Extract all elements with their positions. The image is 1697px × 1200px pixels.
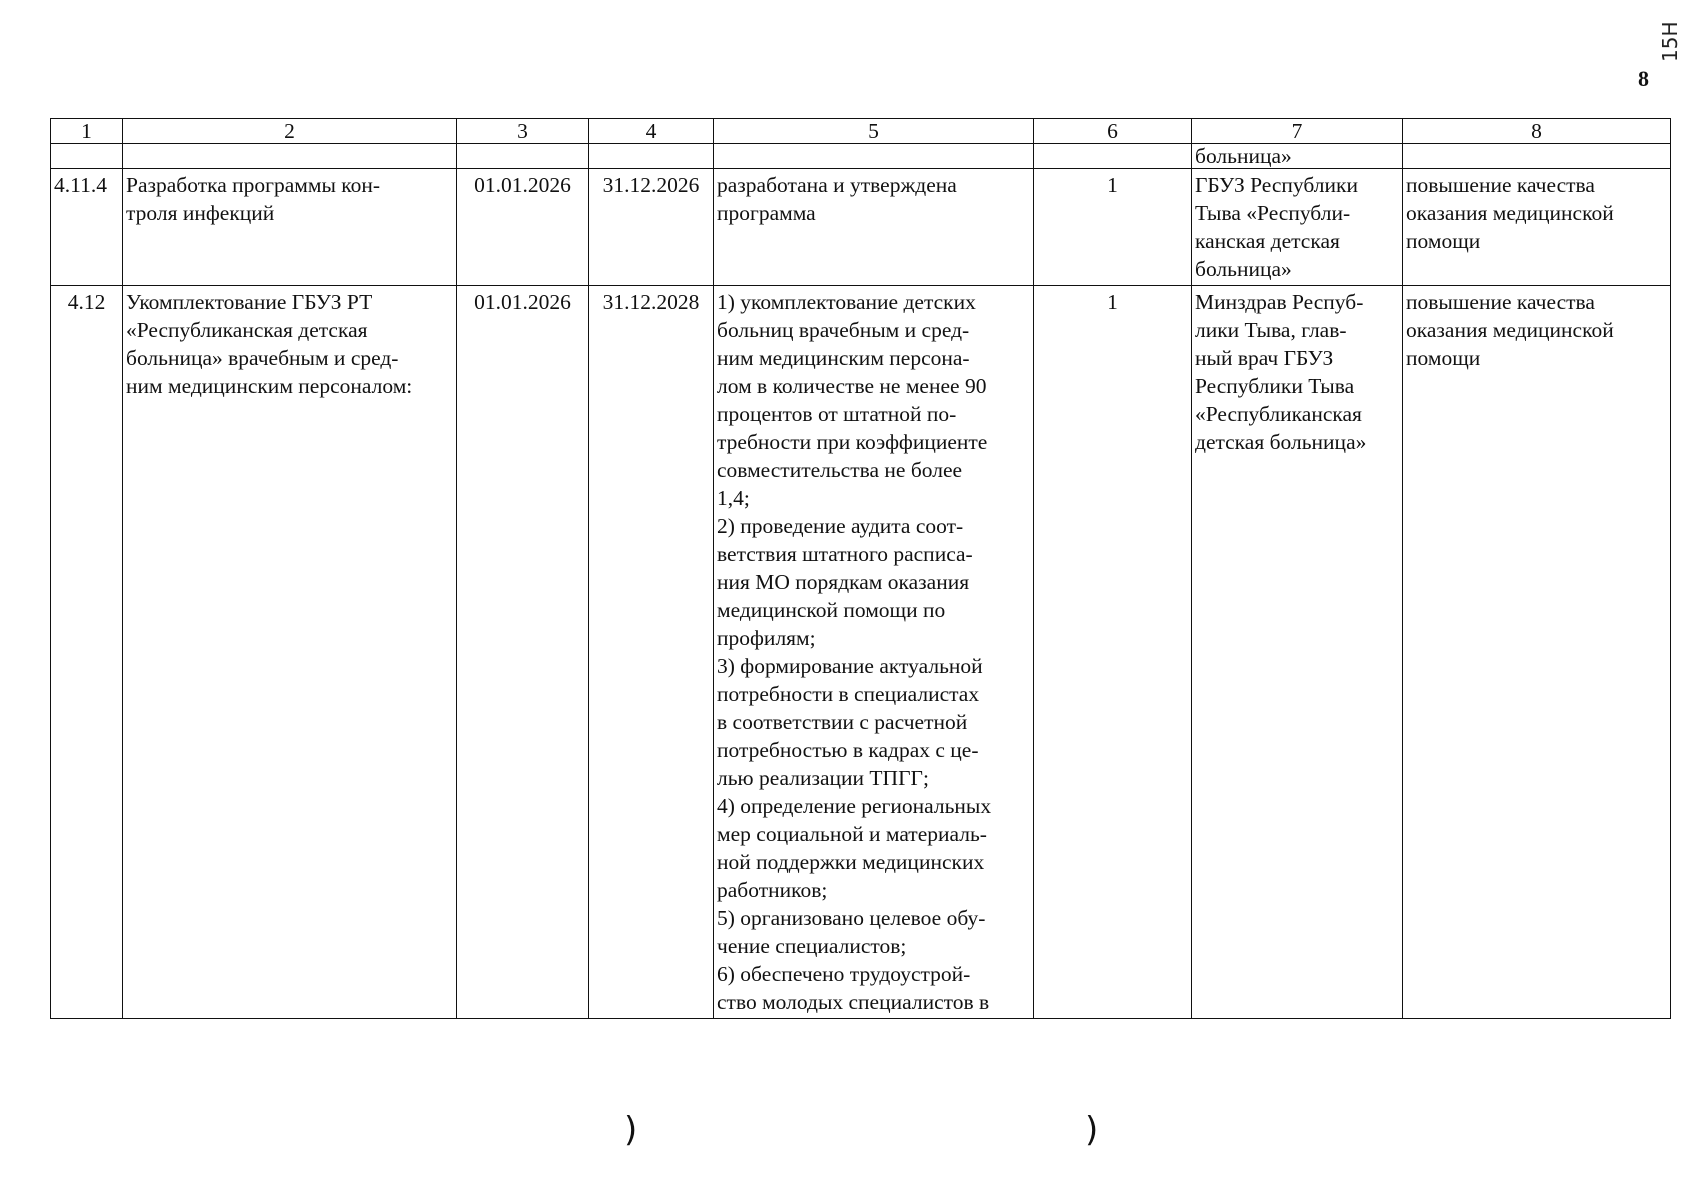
header-cell: 1 xyxy=(51,119,123,144)
activity-name: Укомплектование ГБУЗ РТ «Республиканская детская больница» врачебным и сред- ним медицинским персоналом: xyxy=(123,286,457,1019)
effect-cell: повышение качества оказания медицинской помощи xyxy=(1403,286,1671,1019)
empty-cell xyxy=(51,144,123,169)
header-cell: 5 xyxy=(714,119,1034,144)
handwritten-note: 15H xyxy=(1658,21,1682,62)
plan-table xyxy=(50,118,1671,1019)
value-cell: 1 xyxy=(1034,169,1192,286)
header-cell: 4 xyxy=(589,119,714,144)
margin-mark: ) xyxy=(624,1110,638,1150)
header-cell: 8 xyxy=(1403,119,1671,144)
empty-cell xyxy=(589,144,714,169)
responsible-cell: ГБУЗ Республики Тыва «Республи- канская детская больница» xyxy=(1192,169,1403,286)
margin-mark: ) xyxy=(1085,1110,1099,1150)
result-cell: разработана и утверждена программа xyxy=(714,169,1034,286)
empty-cell xyxy=(1403,144,1671,169)
continuation-row xyxy=(51,144,1671,169)
start-date: 01.01.2026 xyxy=(457,169,589,286)
responsible-cell: больница» xyxy=(1192,144,1403,169)
table-header-row xyxy=(51,119,1671,144)
result-cell: 1) укомплектование детских больниц врачебным и сред- ним медицинским персона- лом в количестве не менее 90 процентов от штатной по- требности при коэффициенте совместительства не более 1,4; 2) проведение аудита соот- ветствия штатного расписа- ния МО порядкам оказания медицинской помощи по профилям; 3) формирование актуальной потребности в специалистах в соответствии с расчетной потребностью в кадрах с це- лью реализации ТПГГ; 4) определение региональных мер социальной и материаль- ной поддержки медицинских работников; 5) организовано целевое обу- чение специалистов; 6) обеспечено трудоустрой- ство молодых специалистов в xyxy=(714,286,1034,1019)
responsible-cell: Минздрав Респуб- лики Тыва, глав- ный врач ГБУЗ Республики Тыва «Республиканская детская больница» xyxy=(1192,286,1403,1019)
effect-cell: повышение качества оказания медицинской помощи xyxy=(1403,169,1671,286)
end-date: 31.12.2028 xyxy=(589,286,714,1019)
start-date: 01.01.2026 xyxy=(457,286,589,1019)
value-cell: 1 xyxy=(1034,286,1192,1019)
table-row xyxy=(51,286,1671,1019)
empty-cell xyxy=(1034,144,1192,169)
activity-name: Разработка программы кон- троля инфекций xyxy=(123,169,457,286)
row-number: 4.11.4 xyxy=(51,169,123,286)
table-row xyxy=(51,169,1671,286)
row-number: 4.12 xyxy=(51,286,123,1019)
header-cell: 6 xyxy=(1034,119,1192,144)
empty-cell xyxy=(714,144,1034,169)
end-date: 31.12.2026 xyxy=(589,169,714,286)
page-number: 8 xyxy=(1638,66,1649,91)
header-cell: 2 xyxy=(123,119,457,144)
empty-cell xyxy=(123,144,457,169)
empty-cell xyxy=(457,144,589,169)
header-cell: 3 xyxy=(457,119,589,144)
header-cell: 7 xyxy=(1192,119,1403,144)
